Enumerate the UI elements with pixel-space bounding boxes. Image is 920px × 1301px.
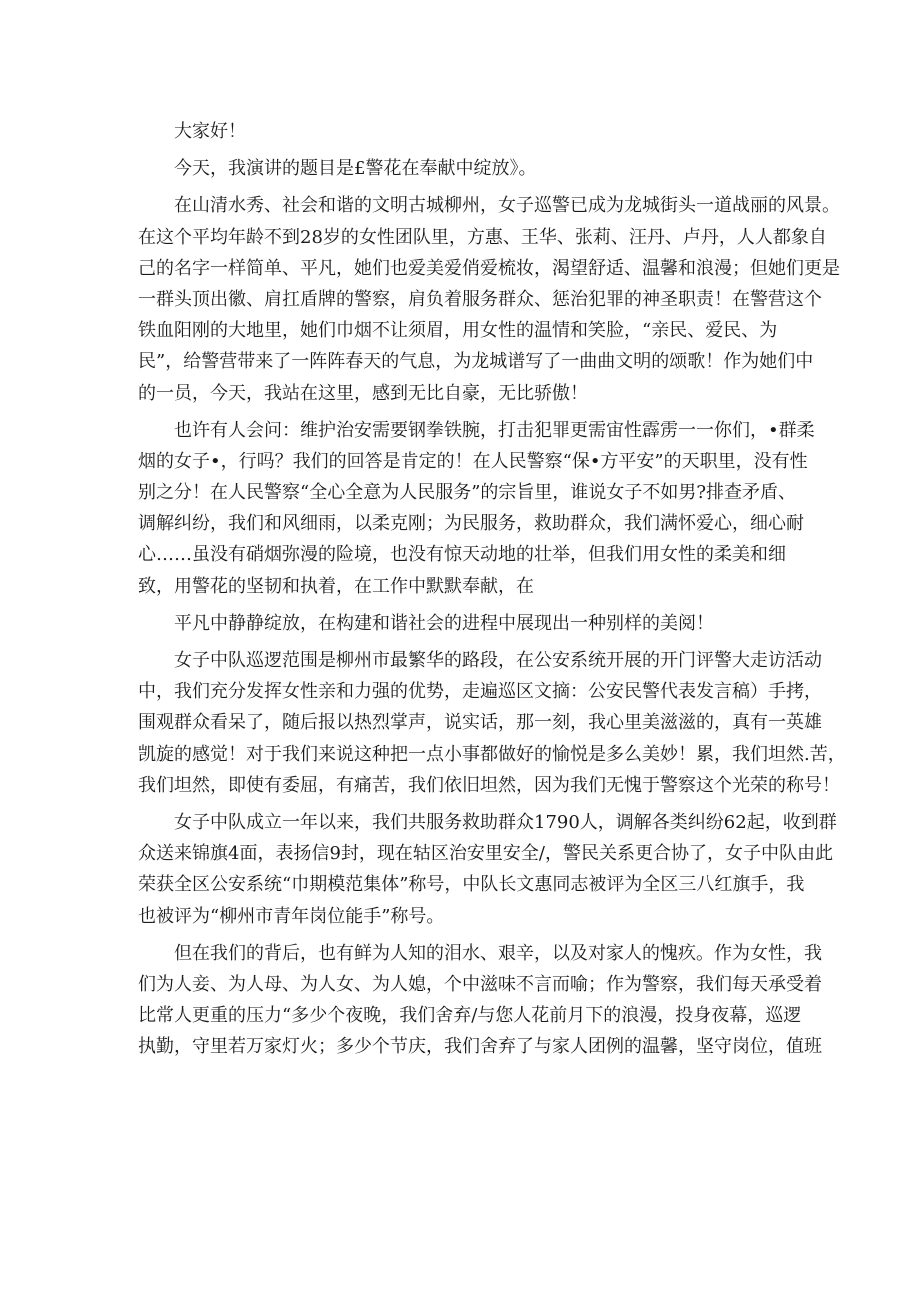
paragraph-line: 我们坦然，即使有委屈，有痛苦，我们依旧坦然，因为我们无愧于警察这个光荣的称号！ [138,774,840,796]
paragraph-line: 在山清水秀、社会和谐的文明古城柳州，女子巡警已成为龙城街头一道战丽的风景。 [174,195,840,217]
paragraph-line: 在这个平均年龄不到28岁的女性团队里，方惠、王华、张莉、汪丹、卢丹，人人都象自 [138,226,827,248]
paragraph-line: 心……虽没有硝烟弥漫的险境，也没有惊天动地的壮举，但我们用女性的柔美和细 [138,544,786,566]
paragraph-line: 也被评为“柳州市青年岗位能手”称号。 [138,905,445,927]
paragraph-line: 调解纠纷，我们和风细雨，以柔克刚；为民服务，救助群众，我们满怀爱心，细心耐 [138,513,804,535]
paragraph-line: 中，我们充分发挥女性亲和力强的优势，走遍巡区文摘：公安民警代表发言稿）手拷， [138,681,822,703]
paragraph-line: 别之分！在人民警察“全心全意为人民服务”的宗旨里，谁说女子不如男?排查矛盾、 [138,482,797,504]
paragraph-line: 众送来锦旗4面，表扬信9封，现在轱区治安里安全/，警民关系更合协了，女子中队由此 [138,843,833,865]
title-intro-line: 今天，我演讲的题目是£警花在奉献中绽放》。 [174,158,537,180]
paragraph-line: 但在我们的背后，也有鲜为人知的泪水、艰辛，以及对家人的愧疚。作为女性，我 [174,942,822,964]
paragraph-line: 铁血阳刚的大地里，她们巾烟不让须眉，用女性的温情和笑脸，“亲民、爱民、为 [138,320,778,342]
paragraph-line: 烟的女子•，行吗？我们的回答是肯定的！在人民警察“保•方平安”的天职里，没有性 [138,450,808,472]
paragraph-line: 凯旋的感觉！对于我们来说这种把一点小事都做好的愉悦是多么美妙！累，我们坦然.苦， [138,743,846,765]
greeting-line: 大家好！ [174,121,246,142]
paragraph-line: 围观群众看呆了，随后报以热烈掌声，说实话，那一刻，我心里美滋滋的，真有一英雄 [138,712,822,734]
speech-text [138,116,846,1062]
paragraph-line: 己的名字一样简单、平凡，她们也爱美爱俏爱梳妆，渴望舒适、温馨和浪漫；但她们更是 [138,257,840,279]
paragraph-line: 一群头顶出徽、肩扛盾牌的警察，肩负着服务群众、惩治犯罪的神圣职责！在警营这个 [138,288,822,310]
paragraph-line: 们为人妾、为人母、为人女、为人媳，个中滋味不言而喻；作为警察，我们每天承受着 [138,973,822,995]
paragraph-line: 民”，给警营带来了一阵阵春天的气息，为龙城谱写了一曲曲文明的颂歌！作为她们中 [138,351,814,373]
paragraph-line: 执勤，守里若万家灯火；多少个节庆，我们舍弃了与家人团例的温馨，坚守岗位，值班 [138,1036,822,1058]
paragraph-line: 比常人更重的压力“多少个夜晚，我们舍弃/与您人花前月下的浪漫，投身夜幕，巡逻 [138,1005,802,1027]
paragraph-line: 的一员，今天，我站在这里，感到无比自豪，无比骄傲！ [138,382,588,404]
paragraph-line: 女子中队成立一年以来，我们共服务救助群众1790人，调解各类纠纷62起，收到群 [174,811,837,833]
paragraph-line: 女子中队巡逻范围是柳州市最繁华的路段，在公安系统开展的开门评警大走访活动 [174,650,822,671]
paragraph-line: 致，用警花的坚韧和执着，在工作中默默奉献，在 [138,575,534,597]
paragraph-line: 荣获全区公安系统“巾期模范集体”称号，中队长文惠同志被评为全区三八红旗手，我 [138,874,805,896]
paragraph-line: 也许有人会问：维护治安需要钢拳铁腕，打击犯罪更需宙性霹雳一一你们，•群柔 [174,419,815,441]
paragraph-line: 平凡中静静绽放，在构建和谐社会的进程中展现出一种别样的美阅！ [174,612,714,634]
